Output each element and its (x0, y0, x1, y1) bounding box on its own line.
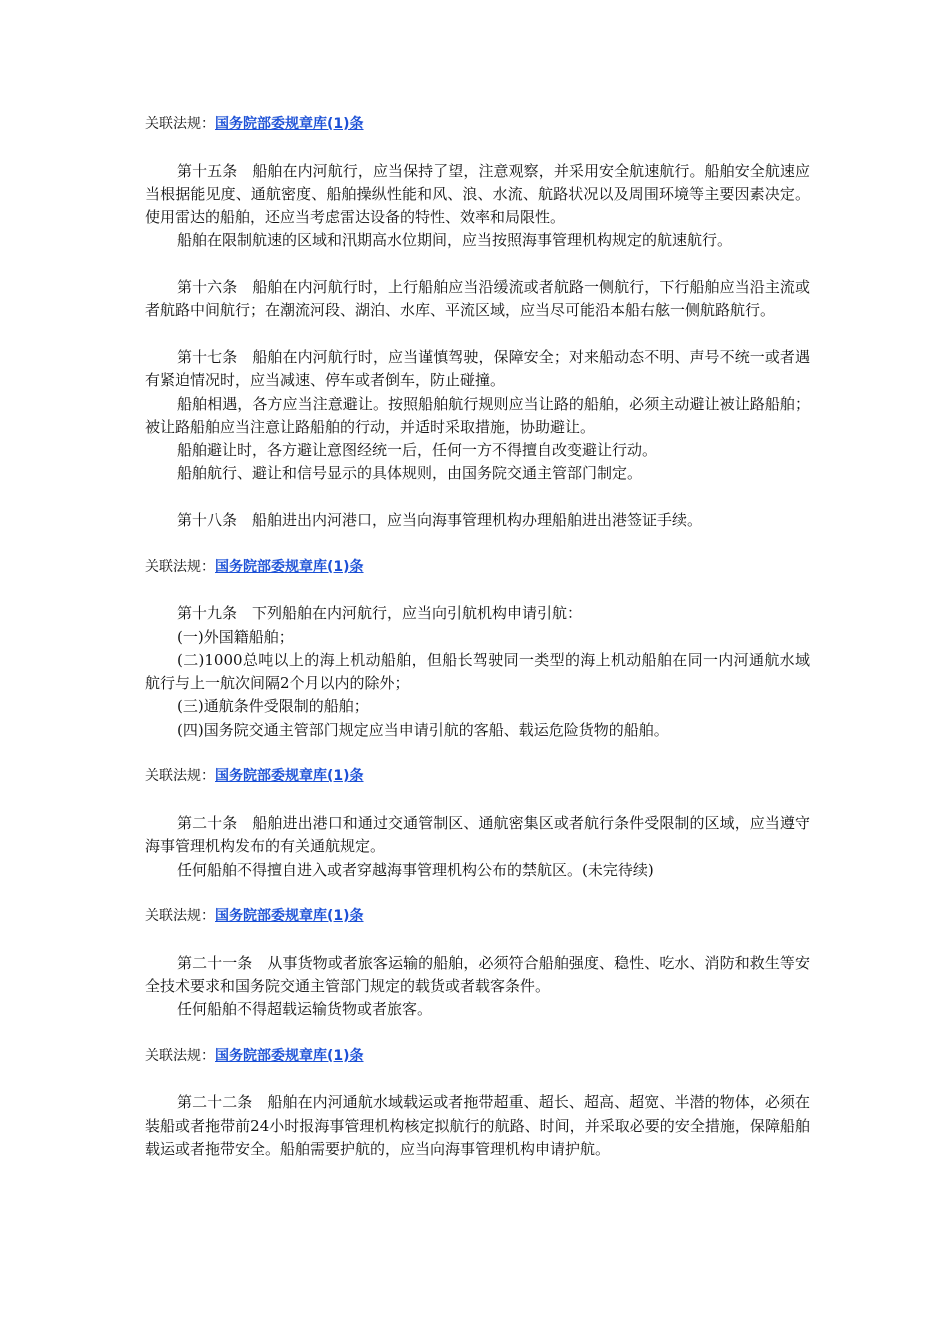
article-16-paragraph: 第十六条 船舶在内河航行时，上行船舶应当沿缓流或者航路一侧航行，下行船舶应当沿主流或者航路中间航行；在潮流河段、湖泊、水库、平流区域，应当尽可能沿本船右舷一侧航路航行。 (145, 278, 810, 320)
related-regulations-label: 关联法规： (145, 908, 215, 925)
related-regulations-link[interactable]: 国务院部委规章库(1)条 (215, 908, 364, 925)
article-19-item: (一)外国籍船舶； (177, 627, 294, 646)
article-18-paragraph: 第十八条 船舶进出内河港口，应当向海事管理机构办理船舶进出港签证手续。 (177, 511, 703, 530)
related-regulations-label: 关联法规： (145, 116, 215, 132)
related-regulations-label: 关联法规： (145, 1047, 215, 1064)
related-regulations-link[interactable]: 国务院部委规章库(1)条 (215, 558, 364, 575)
related-regulations-label: 关联法规： (145, 558, 215, 575)
article-20-paragraph: 任何船舶不得擅自进入或者穿越海事管理机构公布的禁航区。(未完待续) (177, 860, 654, 879)
article-17-paragraph: 船舶避让时，各方避让意图经统一后，任何一方不得擅自改变避让行动。 (177, 441, 658, 460)
article-20-paragraph: 第二十条 船舶进出港口和通过交通管制区、通航密集区或者航行条件受限制的区域，应当遵守海事管理机构发布的有关通航规定。 (145, 813, 810, 856)
related-regulations-link[interactable]: 国务院部委规章库(1)条 (215, 116, 364, 132)
related-regulations-link[interactable]: 国务院部委规章库(1)条 (215, 1047, 364, 1064)
related-regulations-line (145, 905, 810, 928)
related-regulations-line (145, 1045, 810, 1068)
related-regulations-line (145, 765, 810, 788)
article-17-paragraph: 船舶航行、避让和信号显示的具体规则，由国务院交通主管部门制定。 (177, 464, 643, 483)
article-21-paragraph: 任何船舶不得超载运输货物或者旅客。 (177, 1000, 433, 1019)
related-regulations-line (145, 556, 810, 579)
article-17-paragraph: 船舶相遇，各方应当注意避让。按照船舶航行规则应当让路的船舶，必须主动避让被让路船舶；被让路船舶应当注意让路船舶的行动，并适时采取措施，协助避让。 (145, 394, 810, 436)
article-19-item: (三)通航条件受限制的船舶； (177, 697, 369, 716)
article-19-paragraph: 第十九条 下列船舶在内河航行，应当向引航机构申请引航： (177, 604, 583, 623)
article-19-item: (四)国务院交通主管部门规定应当申请引航的客船、载运危险货物的船舶。 (177, 720, 669, 739)
article-15-paragraph: 第十五条 船舶在内河航行，应当保持了望，注意观察，并采用安全航速航行。船舶安全航速应当根据能见度、通航密度、船舶操纵性能和风、浪、水流、航路状况以及周围环境等主要因素决定。使用雷达的船舶，还应当考虑雷达设备的特性、效率和局限性。 (145, 161, 810, 227)
related-regulations-line (145, 113, 810, 136)
article-17-paragraph: 第十七条 船舶在内河航行时，应当谨慎驾驶，保障安全；对来船动态不明、声号不统一或者遇有紧迫情况时，应当减速、停车或者倒车，防止碰撞。 (145, 347, 810, 390)
article-19-item: (二)1000总吨以上的海上机动船舶，但船长驾驶同一类型的海上机动船舶在同一内河通航水域航行与上一航次间隔2个月以内的除外； (145, 650, 810, 693)
article-22-paragraph: 第二十二条 船舶在内河通航水域载运或者拖带超重、超长、超高、超宽、半潜的物体，必须在装船或者拖带前24小时报海事管理机构核定拟航行的航路、时间，并采取必要的安全措施，保障船舶载运或者拖带安全。船舶需要护航的，应当向海事管理机构申请护航。 (145, 1093, 810, 1159)
article-21-paragraph: 第二十一条 从事货物或者旅客运输的船舶，必须符合船舶强度、稳性、吃水、消防和救生等安全技术要求和国务院交通主管部门规定的载货或者载客条件。 (145, 953, 810, 995)
related-regulations-label: 关联法规： (145, 768, 215, 785)
article-15-paragraph: 船舶在限制航速的区域和汛期高水位期间，应当按照海事管理机构规定的航速航行。 (177, 231, 733, 250)
document-page (145, 113, 810, 1161)
related-regulations-link[interactable]: 国务院部委规章库(1)条 (215, 768, 364, 785)
